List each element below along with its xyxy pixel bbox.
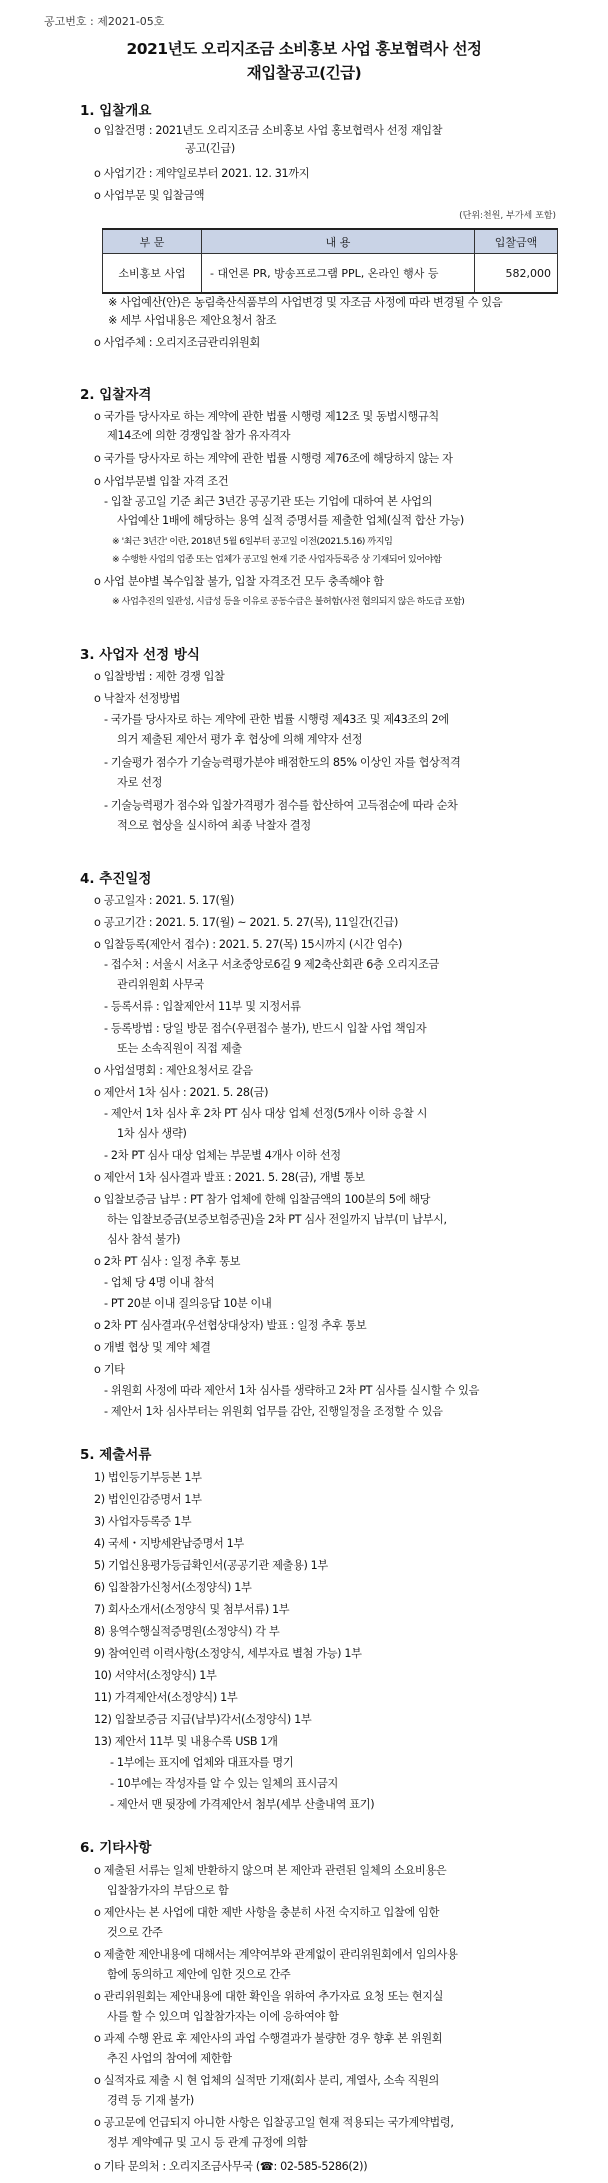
text-line: 10) 서약서(소정양식) 1부: [94, 1669, 217, 1682]
text-line: - 제안서 1차 심사 후 2차 PT 심사 대상 업체 선정(5개사 이하 응찰 시: [104, 1107, 428, 1120]
text-line: 정부 계약예규 및 고시 등 관계 규정에 의함: [107, 2136, 308, 2149]
text-line: ※ 세부 사업내용은 제안요청서 참조: [108, 314, 277, 327]
text-line: 입찰참가자의 부담으로 함: [107, 1884, 229, 1897]
table-header-content: 내 용: [202, 229, 475, 254]
text-line: 7) 회사소개서(소정양식 및 첨부서류) 1부: [94, 1603, 290, 1616]
text-line: 공고(긴급): [185, 142, 235, 155]
text-line: 심사 참석 불가): [107, 1233, 181, 1246]
text-line: - 업체 당 4명 이내 참석: [104, 1276, 215, 1289]
text-line: 6) 입찰참가신청서(소정양식) 1부: [94, 1581, 252, 1594]
budget-table: [102, 228, 558, 294]
text-line: 1) 법인등기부등본 1부: [94, 1471, 202, 1484]
text-line: o 제안서 1차 심사결과 발표 : 2021. 5. 28(금), 개별 통보: [94, 1171, 365, 1184]
text-line: - 접수처 : 서울시 서초구 서초중앙로6길 9 제2축산회관 6층 오리지조금: [104, 958, 439, 971]
text-line: o 공고문에 언급되지 아니한 사항은 입찰공고일 현재 적용되는 국가계약법령,: [94, 2116, 454, 2129]
text-line: o 국가를 당사자로 하는 계약에 관한 법률 시행령 제12조 및 동법시행규칙: [94, 410, 439, 423]
text-line: - 입찰 공고일 기준 최근 3년간 공공기관 또는 기업에 대하여 본 사업의: [104, 495, 433, 508]
text-line: 함에 동의하고 제안에 임한 것으로 간주: [107, 1968, 291, 1981]
text-line: - PT 20분 이내 질의응답 10분 이내: [104, 1297, 272, 1310]
text-line: 것으로 간주: [107, 1926, 163, 1939]
text-line: o 공고기간 : 2021. 5. 17(월) ~ 2021. 5. 27(목), 11일간(긴급): [94, 916, 398, 929]
table-header-division: 부 문: [103, 229, 202, 254]
text-line: o 입찰방법 : 제한 경쟁 입찰: [94, 670, 225, 683]
text-line: 사를 할 수 있으며 입찰참가자는 이에 응하여야 함: [107, 2010, 339, 2023]
text-line: 관리위원회 사무국: [117, 978, 204, 991]
document-subtitle: 재입찰공고(긴급): [246, 64, 362, 82]
section-heading-selection: 3. 사업자 선정 방식: [80, 647, 200, 663]
text-line: 하는 입찰보증금(보증보험증권)을 2차 PT 심사 전일까지 납부(미 납부시,: [107, 1213, 447, 1226]
text-line: 11) 가격제안서(소정양식) 1부: [94, 1691, 238, 1704]
text-line: 2) 법인인감증명서 1부: [94, 1493, 202, 1506]
text-line: - 위원회 사정에 따라 제안서 1차 심사를 생략하고 2차 PT 심사를 실시할 수 있음: [104, 1384, 480, 1397]
text-line: 의거 제출된 제안서 평가 후 협상에 의해 계약자 선정: [117, 733, 363, 746]
text-line: o 입찰건명 : 2021년도 오리지조금 소비홍보 사업 홍보협력사 선정 재입찰: [94, 124, 443, 137]
text-line: o 관리위원회는 제안내용에 대한 확인을 위하여 추가자료 요청 또는 현지실: [94, 1990, 444, 2003]
text-line: 8) 용역수행실적증명원(소정양식) 각 부: [94, 1625, 280, 1638]
text-line: - 2차 PT 심사 대상 업체는 부문별 4개사 이하 선정: [104, 1149, 341, 1162]
text-line: o 기타 문의처 : 오리지조금사무국 (☎: 02-585-5286(2)): [94, 2160, 368, 2173]
text-line: o 2차 PT 심사 : 일정 추후 통보: [94, 1255, 241, 1268]
text-line: o 제안사는 본 사업에 대한 제반 사항을 충분히 사전 숙지하고 입찰에 임한: [94, 1906, 440, 1919]
text-line: - 제안서 맨 뒷장에 가격제안서 첨부(세부 산출내역 표기): [110, 1798, 375, 1811]
text-line: o 사업부문별 입찰 자격 조건: [94, 475, 229, 488]
text-line: o 사업설명회 : 제안요청서로 갈음: [94, 1064, 253, 1077]
text-line: - 기술능력평가 점수와 입찰가격평가 점수를 합산하여 고득점순에 따라 순차: [104, 799, 458, 812]
text-line: - 국가를 당사자로 하는 계약에 관한 법률 시행령 제43조 및 제43조의 2에: [104, 713, 449, 726]
section-heading-schedule: 4. 추진일정: [80, 871, 152, 887]
text-line: o 입찰보증금 납부 : PT 참가 업체에 한해 입찰금액의 100분의 5에 해당: [94, 1193, 431, 1206]
text-line: ※ '최근 3년간' 이란, 2018년 5월 6일부터 공고일 이전(2021.5.16) 까지임: [112, 536, 393, 547]
text-line: o 실적자료 제출 시 현 업체의 실적만 기재(회사 분리, 계열사, 소속 직원의: [94, 2074, 439, 2087]
text-line: - 제안서 1차 심사부터는 위원회 업무를 감안, 진행일정을 조정할 수 있음: [104, 1405, 443, 1418]
table-cell-amount: 582,000: [475, 254, 558, 294]
text-line: 적으로 협상을 실시하여 최종 낙찰자 결정: [117, 819, 311, 832]
text-line: 5) 기업신용평가등급확인서(공공기관 제출용) 1부: [94, 1559, 328, 1572]
text-line: o 사업부문 및 입찰금액: [94, 189, 205, 202]
text-line: - 등록방법 : 당일 방문 접수(우편접수 불가), 반드시 입찰 사업 책임자: [104, 1022, 427, 1035]
document-title: 2021년도 오리지조금 소비홍보 사업 홍보협력사 선정: [126, 40, 482, 58]
text-line: o 제출한 제안내용에 대해서는 계약여부와 관계없이 관리위원회에서 임의사용: [94, 1948, 458, 1961]
text-line: o 제안서 1차 심사 : 2021. 5. 28(금): [94, 1086, 269, 1099]
text-line: 추진 사업의 참여에 제한함: [107, 2052, 232, 2065]
notice-number: 공고번호 : 제2021-05호: [44, 15, 165, 28]
text-line: ※ 수행한 사업의 업종 또는 업체가 공고일 현재 기준 사업자등록증 상 기재되어 있어야함: [112, 554, 442, 565]
text-line: 또는 소속직원이 직접 제출: [117, 1042, 242, 1055]
section-heading-qualification: 2. 입찰자격: [80, 387, 152, 403]
section-heading-overview: 1. 입찰개요: [80, 103, 152, 119]
table-cell-division: 소비홍보 사업: [103, 254, 202, 294]
text-line: o 사업 분야별 복수입찰 불가, 입찰 자격조건 모두 충족해야 함: [94, 575, 384, 588]
text-line: ※ 사업예산(안)은 농림축산식품부의 사업변경 및 자조금 사정에 따라 변경될 수 있음: [108, 296, 503, 309]
text-line: 12) 입찰보증금 지급(납부)각서(소정양식) 1부: [94, 1713, 312, 1726]
text-line: 1차 심사 생략): [117, 1127, 187, 1140]
table-header-amount: 입찰금액: [475, 229, 558, 254]
text-line: - 10부에는 작성자를 알 수 있는 일체의 표시금지: [110, 1777, 338, 1790]
text-line: o 국가를 당사자로 하는 계약에 관한 법률 시행령 제76조에 해당하지 않는 자: [94, 452, 453, 465]
text-line: - 기술평가 점수가 기술능력평가분야 배점한도의 85% 이상인 자를 협상적격: [104, 756, 461, 769]
text-line: o 2차 PT 심사결과(우선협상대상자) 발표 : 일정 추후 통보: [94, 1319, 367, 1332]
text-line: o 개별 협상 및 계약 체결: [94, 1341, 211, 1354]
text-line: o 기타: [94, 1363, 125, 1376]
text-line: - 등록서류 : 입찰제안서 11부 및 지정서류: [104, 1000, 301, 1013]
text-line: 제14조에 의한 경쟁입찰 참가 유자격자: [107, 429, 291, 442]
section-heading-misc: 6. 기타사항: [80, 1840, 152, 1856]
text-line: o 입찰등록(제안서 접수) : 2021. 5. 27(목) 15시까지 (시간 엄수): [94, 938, 402, 951]
table-cell-content: - 대언론 PR, 방송프로그램 PPL, 온라인 행사 등: [202, 254, 475, 294]
text-line: o 낙찰자 선정방법: [94, 692, 181, 705]
section-heading-documents: 5. 제출서류: [80, 1447, 152, 1463]
text-line: 13) 제안서 11부 및 내용수록 USB 1개: [94, 1735, 278, 1748]
text-line: o 공고일자 : 2021. 5. 17(월): [94, 894, 235, 907]
text-line: o 제출된 서류는 일체 반환하지 않으며 본 제안과 관련된 일체의 소요비용은: [94, 1864, 447, 1877]
text-line: 자로 선정: [117, 776, 163, 789]
table-row: [103, 254, 558, 294]
text-line: 4) 국세・지방세완납증명서 1부: [94, 1537, 244, 1550]
text-line: 사업예산 1배에 해당하는 용역 실적 증명서를 제출한 업체(실적 합산 가능): [117, 514, 464, 527]
text-line: ※ 사업추진의 일관성, 시급성 등을 이유로 공동수급은 불허함(사전 협의되지 않은 하도급 포함): [112, 596, 465, 607]
text-line: 9) 참여인력 이력사항(소정양식, 세부자료 별첨 가능) 1부: [94, 1647, 362, 1660]
table-unit-note: (단위:천원, 부가세 포함): [459, 211, 556, 221]
text-line: 3) 사업자등록증 1부: [94, 1515, 192, 1528]
text-line: o 과제 수행 완료 후 제안사의 과업 수행결과가 불량한 경우 향후 본 위원회: [94, 2032, 443, 2045]
text-line: - 1부에는 표지에 업체와 대표자를 명기: [110, 1756, 294, 1769]
text-line: o 사업주체 : 오리지조금관리위원회: [94, 336, 260, 349]
text-line: o 사업기간 : 계약일로부터 2021. 12. 31까지: [94, 167, 310, 180]
text-line: 경력 등 기재 불가): [107, 2094, 194, 2107]
